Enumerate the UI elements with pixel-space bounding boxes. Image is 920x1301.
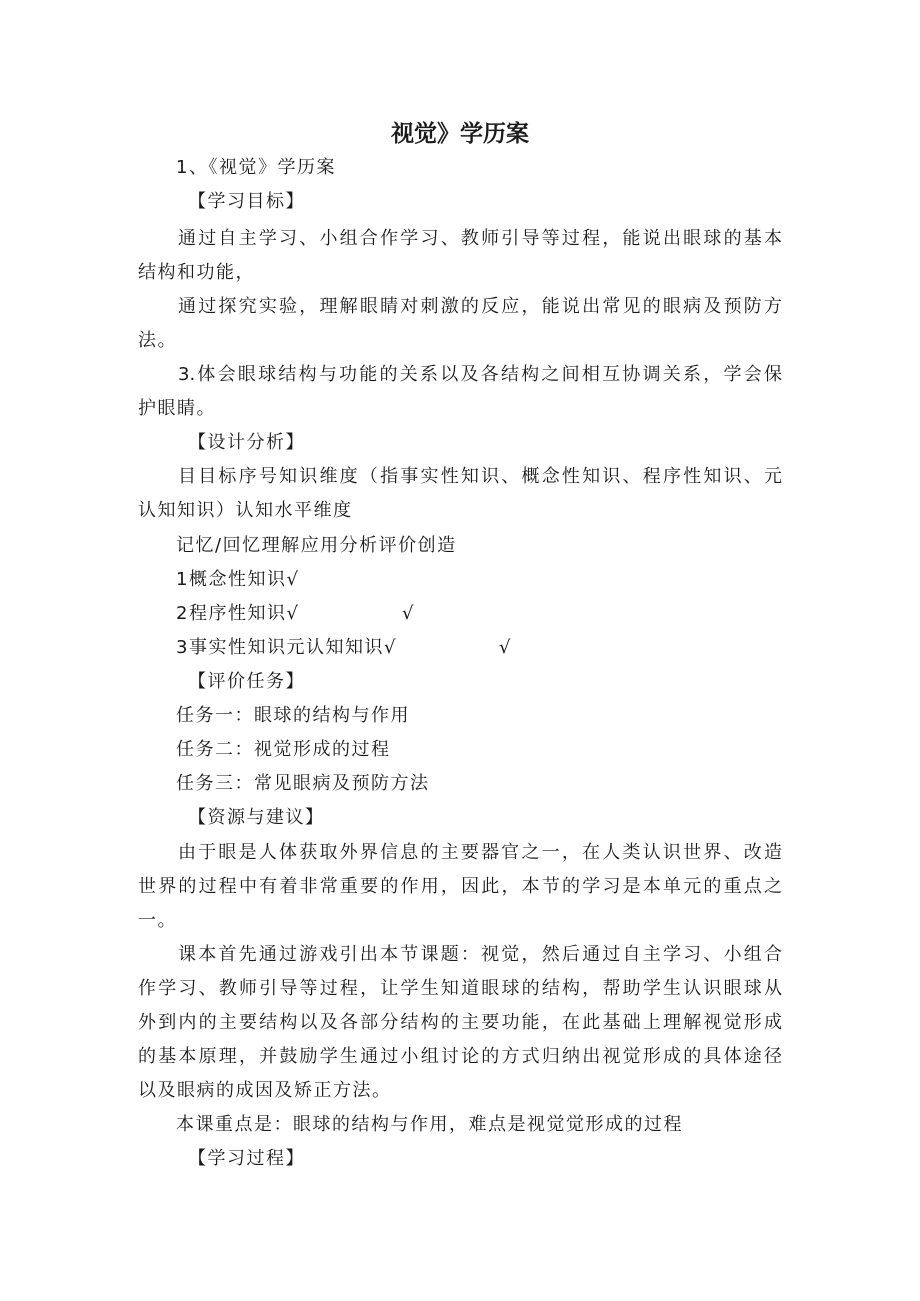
paragraph-line: 法。 xyxy=(138,330,177,351)
task-line: 任务一：眼球的结构与作用 xyxy=(176,705,410,726)
check-mark: √ xyxy=(499,637,511,658)
paragraph-line: 以及眼病的成因及矫正方法。 xyxy=(138,1080,392,1101)
table-row-line: 1概念性知识√ xyxy=(176,569,300,590)
paragraph-line: 由于眼是人体获取外界信息的主要器官之一，在人类认识世界、改造 xyxy=(178,842,782,863)
paragraph-line: 作学习、教师引导等过程，让学生知道眼球的结构，帮助学生认识眼球从 xyxy=(138,978,782,999)
check-mark: √ xyxy=(402,603,414,624)
paragraph-line: 的基本原理，并鼓励学生通过小组讨论的方式归纳出视觉形成的具体途径 xyxy=(138,1046,782,1067)
table-header-line: 记忆/回忆理解应用分析评价创造 xyxy=(176,535,457,556)
paragraph-line: 结构和功能， xyxy=(138,262,255,283)
paragraph-line: 通过自主学习、小组合作学习、教师引导等过程，能说出眼球的基本 xyxy=(178,228,782,249)
table-row-line: 2程序性知识√ xyxy=(176,603,300,624)
table-row-line: 3事实性知识元认知知识√ xyxy=(176,637,397,658)
paragraph-line: 通过探究实验，理解眼睛对刺激的反应，能说出常见的眼病及预防方 xyxy=(178,296,782,317)
task-line: 任务三：常见眼病及预防方法 xyxy=(176,773,430,794)
paragraph-line: 目目标序号知识维度（指事实性知识、概念性知识、程序性知识、元 xyxy=(178,466,782,487)
key-points-line: 本课重点是：眼球的结构与作用，难点是视觉觉形成的过程 xyxy=(176,1114,683,1135)
paragraph-line: 3.体会眼球结构与功能的关系以及各结构之间相互协调关系，学会保 xyxy=(178,364,782,385)
paragraph-line: 外到内的主要结构以及各部分结构的主要功能，在此基础上理解视觉形成 xyxy=(138,1012,782,1033)
paragraph-line: 认知知识）认知水平维度 xyxy=(138,500,353,521)
paragraph-line: 一。 xyxy=(138,910,177,931)
task-line: 任务二：视觉形成的过程 xyxy=(176,739,391,760)
paragraph-line: 课本首先通过游戏引出本节课题：视觉，然后通过自主学习、小组合 xyxy=(178,944,782,965)
paragraph-line: 世界的过程中有着非常重要的作用，因此，本节的学习是本单元的重点之 xyxy=(138,876,782,897)
section-heading-objectives: 【学习目标】 xyxy=(188,191,305,212)
document-title: 视觉》学历案 xyxy=(391,121,529,147)
section-heading-evaluation: 【评价任务】 xyxy=(188,671,305,692)
section-heading-process: 【学习过程】 xyxy=(188,1148,305,1169)
paragraph-line: 护眼睛。 xyxy=(138,398,216,419)
subtitle-line: 1、《视觉》学历案 xyxy=(176,157,336,178)
section-heading-design: 【设计分析】 xyxy=(188,432,305,453)
section-heading-resources: 【资源与建议】 xyxy=(188,807,325,828)
